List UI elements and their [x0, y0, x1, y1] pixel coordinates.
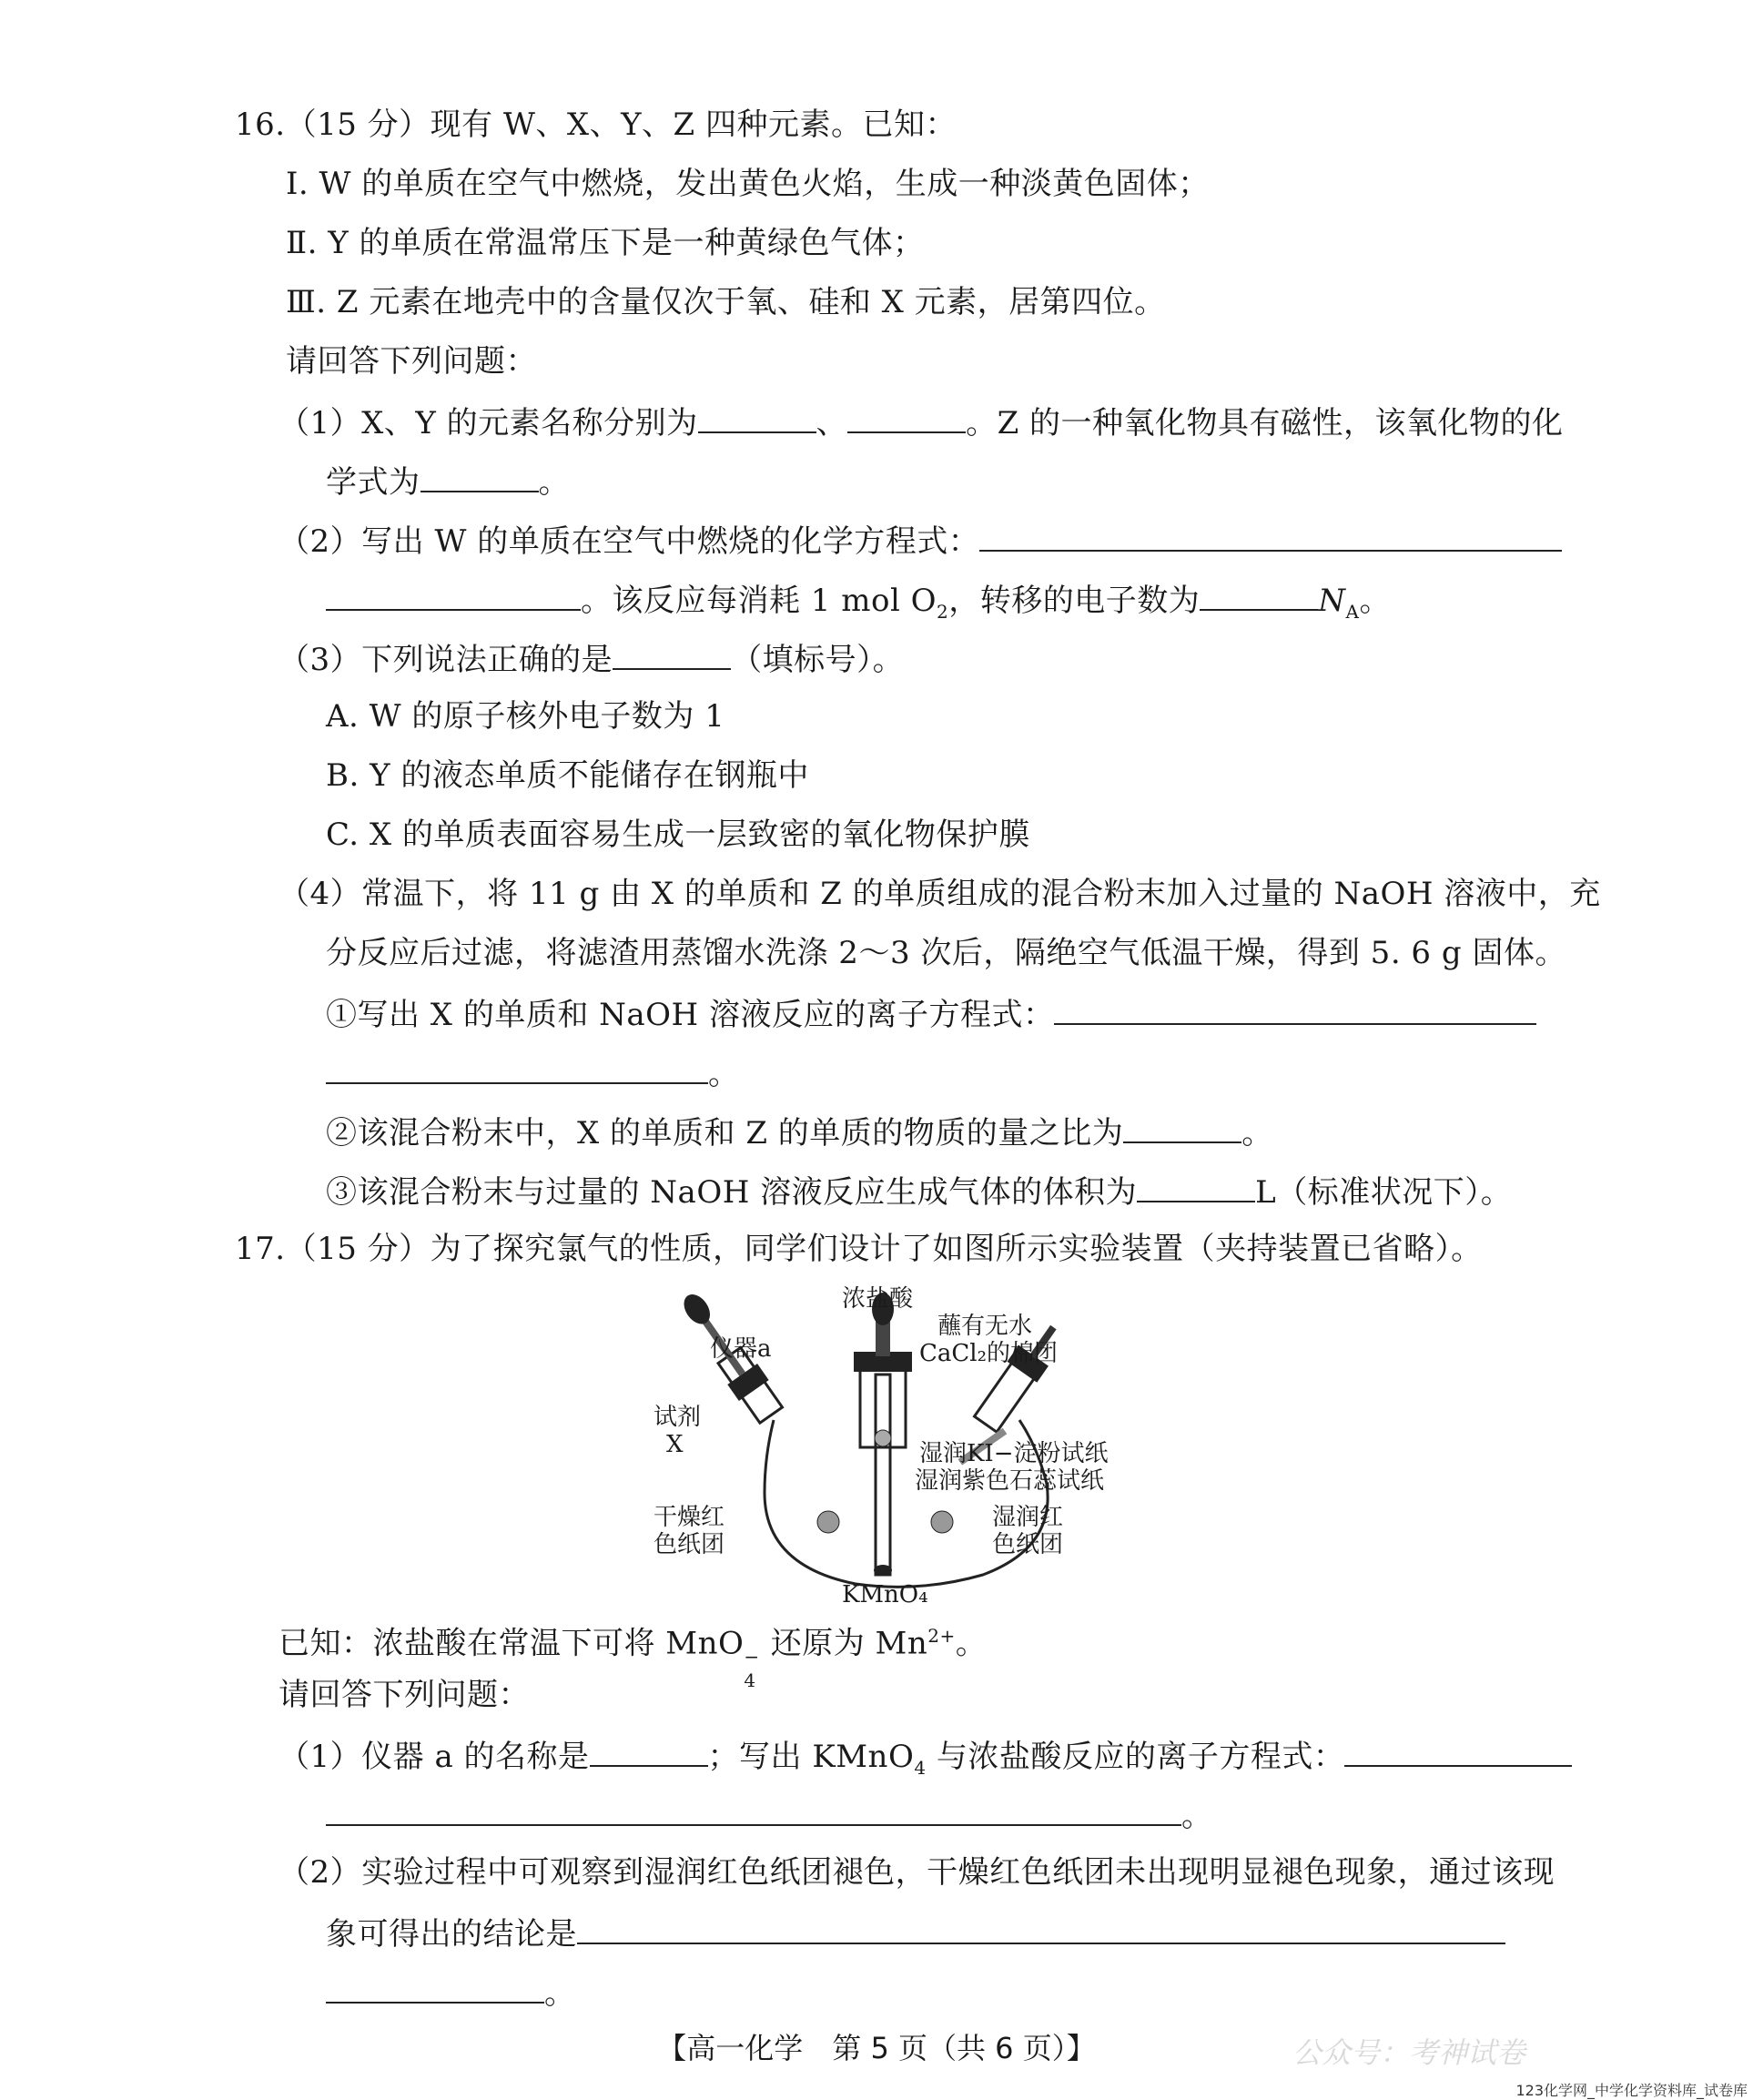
label-wet-2: 色纸团	[992, 1531, 1064, 1558]
answer-blank[interactable]	[326, 1971, 544, 2004]
answer-blank[interactable]	[698, 401, 816, 433]
answer-blank[interactable]	[577, 1912, 1505, 1944]
q16-part4-1: ①写出 X 的单质和 NaOH 溶液反应的离子方程式：	[326, 992, 1536, 1035]
label-cotton-2: CaCl₂的棉团	[919, 1340, 1059, 1367]
q16-part2: （2）写出 W 的单质在空气中燃烧的化学方程式：	[279, 519, 1562, 562]
watermark: 公众号：考神试卷	[1292, 2035, 1526, 2070]
site-credit: 123化学网_中学化学资料库_试卷库	[1515, 2082, 1748, 2099]
label-reagent-1: 试剂	[654, 1404, 702, 1431]
q16-part4: （4）常温下，将 11 g 由 X 的单质和 Z 的单质组成的混合粉末加入过量的 NaOH 溶液中，充	[279, 876, 1601, 912]
answer-blank[interactable]	[979, 519, 1562, 552]
answer-blank[interactable]	[1137, 1170, 1255, 1202]
q16-stem: 16.（15 分）现有 W、X、Y、Z 四种元素。已知：	[235, 107, 957, 143]
q17-part1: （1）仪器 a 的名称是 ；写出 KMnO$_4$ 与浓盐酸反应的离子方程式：	[279, 1734, 1572, 1788]
dry-paper-ball	[817, 1511, 839, 1533]
q17-known: 已知：浓盐酸在常温下可将 MnO − 4 还原为 $Mn^{2+}$。	[279, 1625, 988, 1692]
option-c: C. X 的单质表面容易生成一层致密的氧化物保护膜	[326, 817, 1030, 853]
answer-blank[interactable]	[1200, 578, 1318, 611]
q17-part2-cont: 象可得出的结论是	[326, 1912, 1505, 1954]
answer-blank[interactable]	[1344, 1734, 1572, 1767]
q16-info-1: Ⅰ. W 的单质在空气中燃烧，发出黄色火焰，生成一种淡黄色固体；	[286, 166, 1210, 202]
label-wet-1: 湿润红	[992, 1504, 1064, 1531]
option-b: B. Y 的液态单质不能储存在钢瓶中	[326, 757, 809, 794]
q16-part3: （3）下列说法正确的是 （填标号）。	[279, 637, 904, 680]
q17-part1-cont: 。	[326, 1793, 1213, 1836]
answer-blank[interactable]	[326, 1051, 708, 1084]
answer-blank[interactable]	[590, 1734, 708, 1767]
q16-part1: （1）X、Y 的元素名称分别为 、 。Z 的一种氧化物具有磁性，该氧化物的化	[279, 401, 1564, 443]
label-litmus: 湿润紫色石蕊试纸	[915, 1467, 1105, 1495]
label-reagent-2: X	[666, 1431, 684, 1458]
apparatus-diagram	[637, 1283, 1147, 1611]
q17-part2-cont2: 。	[326, 1971, 576, 2014]
label-cotton-1: 蘸有无水	[937, 1313, 1033, 1340]
q16-info-3: Ⅲ. Z 元素在地壳中的含量仅次于氧、硅和 X 元素，居第四位。	[286, 284, 1166, 320]
answer-blank[interactable]	[1123, 1111, 1241, 1143]
label-kmno4: KMnO₄	[842, 1581, 928, 1608]
answer-blank[interactable]	[1054, 992, 1536, 1025]
label-instrument-a: 仪器a	[710, 1335, 772, 1363]
q17-ask: 请回答下列问题：	[279, 1677, 530, 1713]
q16-part4-3: ③该混合粉末与过量的 NaOH 溶液反应生成气体的体积为 L（标准状况下）。	[326, 1170, 1512, 1212]
cacl2-cotton	[875, 1430, 891, 1446]
answer-blank[interactable]	[326, 1793, 1181, 1826]
q16-part4-cont: 分反应后过滤，将滤渣用蒸馏水洗涤 2～3 次后，隔绝空气低温干燥，得到 5. 6 g 固体。	[326, 935, 1566, 971]
q17-part2: （2）实验过程中可观察到湿润红色纸团褪色，干燥红色纸团未出现明显褪色现象，通过该现	[279, 1854, 1555, 1891]
option-a: A. W 的原子核外电子数为 1	[326, 698, 725, 735]
label-dry-1: 干燥红	[654, 1504, 725, 1531]
answer-blank[interactable]	[326, 578, 581, 611]
q16-info-2: Ⅱ. Y 的单质在常温常压下是一种黄绿色气体；	[286, 225, 925, 261]
q17-stem: 17.（15 分）为了探究氯气的性质，同学们设计了如图所示实验装置（夹持装置已省略）。	[235, 1231, 1483, 1267]
q16-ask: 请回答下列问题：	[286, 343, 537, 380]
label-acid: 浓盐酸	[842, 1285, 914, 1313]
answer-blank[interactable]	[847, 401, 966, 433]
q16-part1-cont: 学式为 。	[326, 460, 570, 502]
wet-paper-ball	[931, 1511, 953, 1533]
q16-part2-cont: 。该反应每消耗 1 mol $O_2$，转移的电子数为 $N_A$。	[326, 578, 1391, 632]
label-dry-2: 色纸团	[654, 1531, 725, 1558]
page-footer: 【高一化学 第 5 页（共 6 页）】	[657, 2031, 1096, 2065]
label-ki: 湿润KI−淀粉试纸	[919, 1440, 1109, 1467]
q16-part4-1-cont: 。	[326, 1051, 740, 1094]
answer-blank[interactable]	[613, 637, 731, 670]
answer-blank[interactable]	[421, 460, 539, 492]
q16-part4-2: ②该混合粉末中，X 的单质和 Z 的单质的物质的量之比为 。	[326, 1111, 1273, 1153]
